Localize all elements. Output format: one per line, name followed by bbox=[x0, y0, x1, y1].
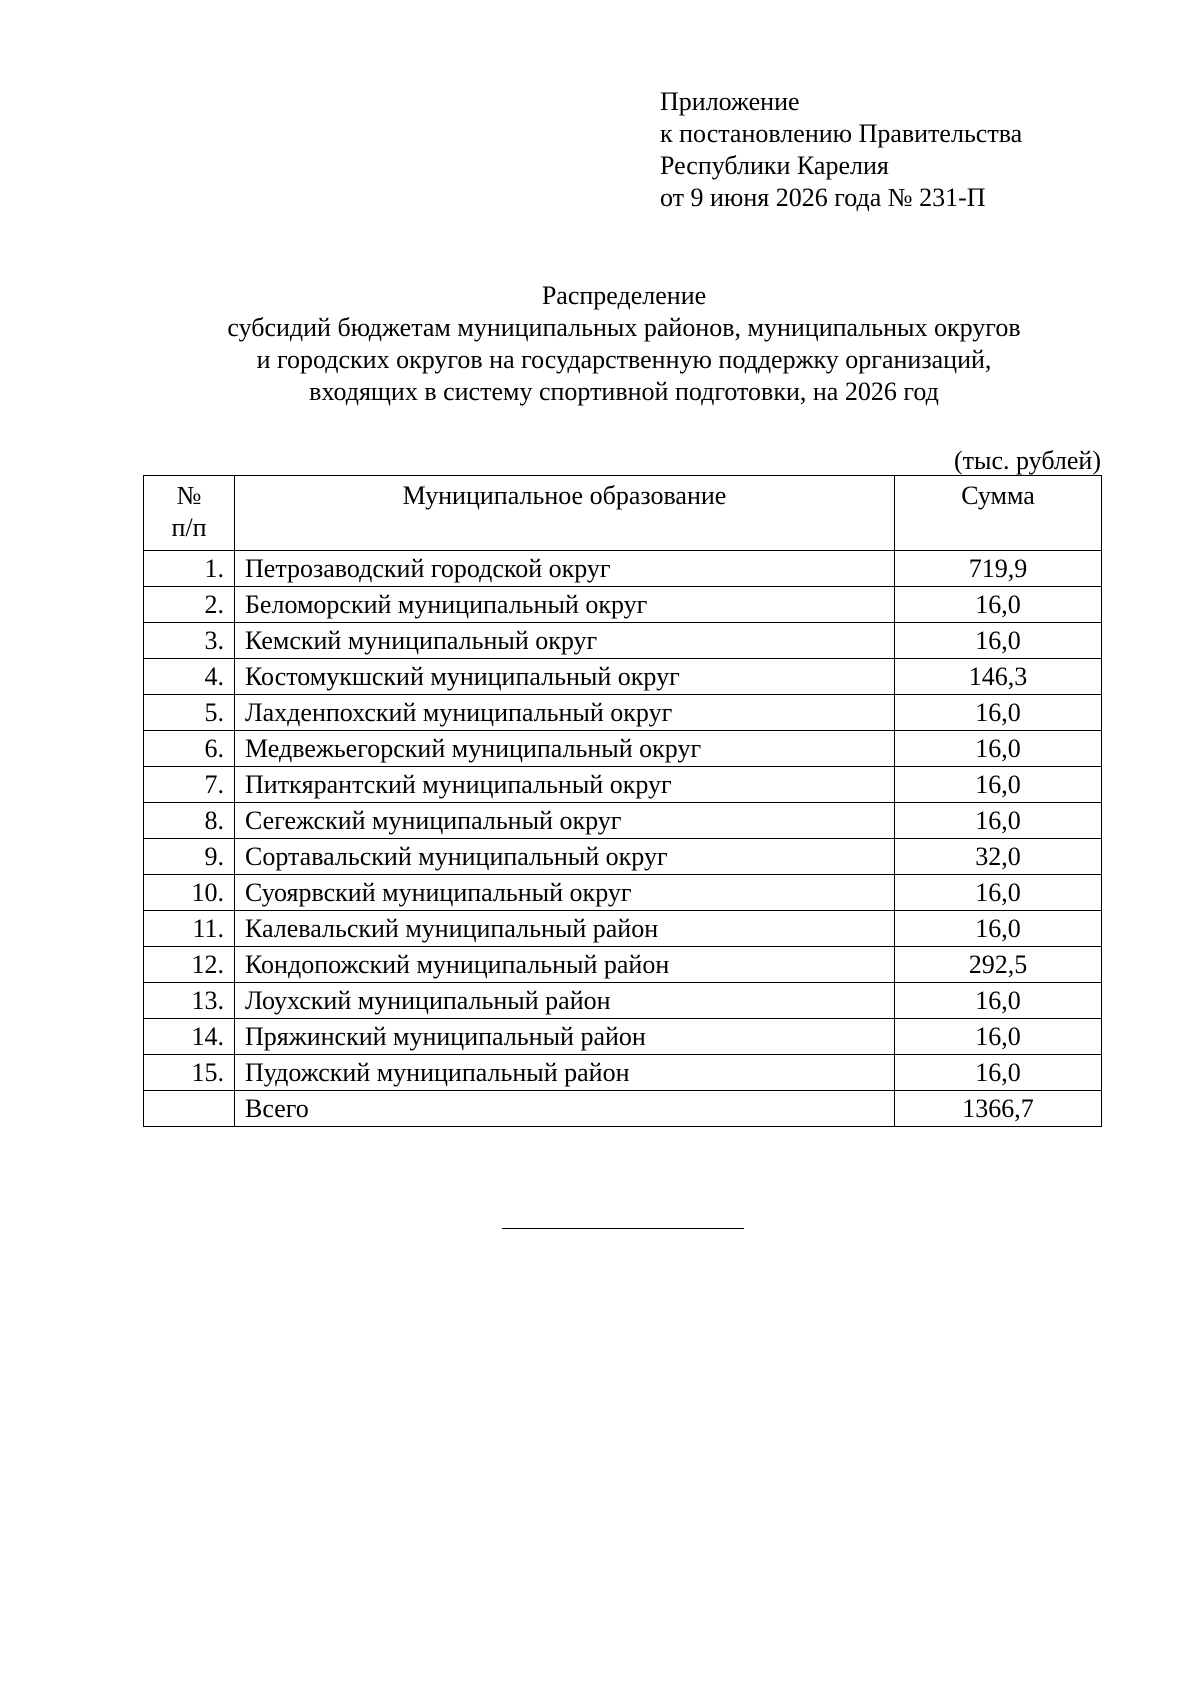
table-row bbox=[144, 731, 1102, 767]
row-sum: 16,0 bbox=[895, 623, 1102, 659]
header-number-line2: п/п bbox=[171, 513, 207, 542]
row-number: 14. bbox=[144, 1019, 235, 1055]
row-number: 1. bbox=[144, 551, 235, 587]
title-line: Распределение bbox=[541, 281, 707, 310]
row-municipality: Лахденпохский муниципальный округ bbox=[235, 695, 895, 731]
table-row bbox=[144, 1019, 1102, 1055]
row-municipality: Суоярвский муниципальный округ bbox=[235, 875, 895, 911]
row-sum: 719,9 bbox=[895, 551, 1102, 587]
row-sum: 16,0 bbox=[895, 1055, 1102, 1091]
row-number: 4. bbox=[144, 659, 235, 695]
table-row bbox=[144, 839, 1102, 875]
table-row bbox=[144, 587, 1102, 623]
row-sum: 16,0 bbox=[895, 983, 1102, 1019]
table-row bbox=[144, 911, 1102, 947]
row-number: 7. bbox=[144, 767, 235, 803]
table-row bbox=[144, 551, 1102, 587]
appendix-line: Приложение bbox=[660, 87, 800, 116]
row-number: 12. bbox=[144, 947, 235, 983]
table-row bbox=[144, 1055, 1102, 1091]
row-municipality: Сегежский муниципальный округ bbox=[235, 803, 895, 839]
title-line: субсидий бюджетам муниципальных районов, муниципальных округов bbox=[227, 313, 1021, 342]
row-number: 10. bbox=[144, 875, 235, 911]
units-label: (тыс. рублей) bbox=[953, 446, 1101, 475]
row-municipality: Медвежьегорский муниципальный округ bbox=[235, 731, 895, 767]
row-number: 11. bbox=[144, 911, 235, 947]
closing-separator-line bbox=[502, 1228, 744, 1229]
row-municipality: Петрозаводский городской округ bbox=[235, 551, 895, 587]
row-number: 8. bbox=[144, 803, 235, 839]
table-row bbox=[144, 767, 1102, 803]
table-total-row bbox=[144, 1091, 1102, 1127]
row-sum: 32,0 bbox=[895, 839, 1102, 875]
header-sum: Сумма bbox=[895, 476, 1102, 551]
row-number: 3. bbox=[144, 623, 235, 659]
header-municipality: Муниципальное образование bbox=[235, 476, 895, 551]
appendix-line: к постановлению Правительства bbox=[660, 119, 1023, 148]
row-municipality: Пудожский муниципальный район bbox=[235, 1055, 895, 1091]
table-row bbox=[144, 659, 1102, 695]
row-number: 5. bbox=[144, 695, 235, 731]
row-sum: 16,0 bbox=[895, 587, 1102, 623]
row-sum: 16,0 bbox=[895, 803, 1102, 839]
table-row bbox=[144, 695, 1102, 731]
table-row bbox=[144, 803, 1102, 839]
row-sum: 292,5 bbox=[895, 947, 1102, 983]
row-sum: 16,0 bbox=[895, 911, 1102, 947]
table-row bbox=[144, 623, 1102, 659]
row-municipality: Калевальский муниципальный район bbox=[235, 911, 895, 947]
row-sum: 16,0 bbox=[895, 767, 1102, 803]
appendix-line: Республики Карелия bbox=[660, 151, 889, 180]
title-line: входящих в систему спортивной подготовки, на 2026 год bbox=[309, 377, 939, 406]
row-municipality: Сортавальский муниципальный округ bbox=[235, 839, 895, 875]
row-municipality: Лоухский муниципальный район bbox=[235, 983, 895, 1019]
row-municipality: Кемский муниципальный округ bbox=[235, 623, 895, 659]
row-sum: 146,3 bbox=[895, 659, 1102, 695]
row-municipality: Беломорский муниципальный округ bbox=[235, 587, 895, 623]
row-municipality: Кондопожский муниципальный район bbox=[235, 947, 895, 983]
header-number bbox=[144, 476, 235, 551]
row-sum: 16,0 bbox=[895, 731, 1102, 767]
title-line: и городских округов на государственную поддержку организаций, bbox=[256, 345, 992, 374]
appendix-block bbox=[660, 86, 1022, 214]
total-label: Всего bbox=[235, 1091, 895, 1127]
row-sum: 16,0 bbox=[895, 875, 1102, 911]
row-number: 6. bbox=[144, 731, 235, 767]
appendix-line: от 9 июня 2026 года № 231-П bbox=[660, 183, 986, 212]
row-number: 13. bbox=[144, 983, 235, 1019]
table-header-row bbox=[144, 476, 1102, 551]
total-sum: 1366,7 bbox=[895, 1091, 1102, 1127]
row-sum: 16,0 bbox=[895, 695, 1102, 731]
row-municipality: Питкярантский муниципальный округ bbox=[235, 767, 895, 803]
document-title bbox=[0, 280, 1200, 408]
table-row bbox=[144, 947, 1102, 983]
row-municipality: Пряжинский муниципальный район bbox=[235, 1019, 895, 1055]
row-number: 2. bbox=[144, 587, 235, 623]
header-number-line1: № bbox=[176, 481, 202, 510]
row-municipality: Костомукшский муниципальный округ bbox=[235, 659, 895, 695]
distribution-table bbox=[143, 475, 1102, 1127]
table-row bbox=[144, 875, 1102, 911]
row-sum: 16,0 bbox=[895, 1019, 1102, 1055]
total-number bbox=[144, 1091, 235, 1127]
table-row bbox=[144, 983, 1102, 1019]
row-number: 9. bbox=[144, 839, 235, 875]
row-number: 15. bbox=[144, 1055, 235, 1091]
